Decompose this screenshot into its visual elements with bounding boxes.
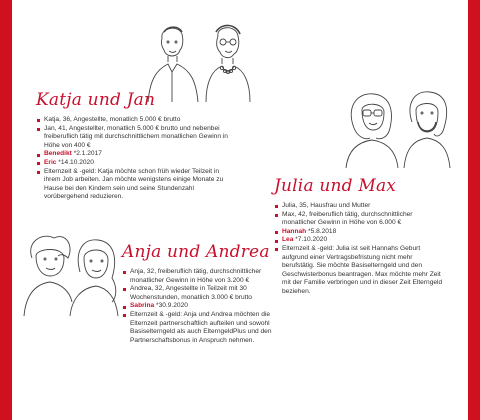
list-item: Elternzeit & -geld: Julia ist seit Hannahs Geburt aufgrund einer Vertragsbefristung nicht mehr berufstätig. Sie möchte Basiselterngeld und den Geschwisterbonus beantragen. Max möchte mehr Zeit mit der Familie verbringen und in dieser Zeit Elterngeld beziehen.	[274, 245, 446, 297]
list-item: Elternzeit & -geld: Katja möchte schon früh wieder Teilzeit in ihrem Job arbeiten. Jan möchte wenigstens einige Monate zu Hause bei den Kindern sein und seine Stundenzahl vorübergehend reduzieren.	[36, 168, 232, 202]
child-name: Hannah	[282, 227, 307, 235]
couple-illustration-anja-andrea	[22, 232, 122, 316]
family-card-katja-jan	[36, 90, 232, 202]
list-item: Benedikt *2.1.2017	[36, 150, 232, 159]
couple-illustration-julia-max	[340, 88, 458, 168]
page-content	[12, 0, 468, 420]
list-item: Hannah *5.8.2018	[274, 228, 446, 237]
list-item: Katja, 36, Angestellte, monatlich 5.000 € brutto	[36, 116, 232, 125]
family-card-anja-andrea	[122, 242, 290, 345]
family-details-list	[274, 202, 446, 297]
family-title: Katja und Jan	[36, 90, 156, 110]
list-item: Andrea, 32, Angestellte in Teilzeit mit 30 Wochenstunden, monatlich 3.000 € brutto	[122, 285, 290, 302]
list-item: Jan, 41, Angestellter, monatlich 5.000 € brutto und nebenbei freiberuflich tätig mit durchschnittlichem monatlichen Gewinn in Höhe von 400 €	[36, 125, 232, 151]
family-card-julia-max	[274, 176, 446, 297]
family-title: Anja und Andrea	[122, 242, 270, 262]
family-title: Julia und Max	[274, 176, 397, 196]
list-item: Max, 42, freiberuflich tätig, durchschnittlicher monatlicher Gewinn in Höhe von 6.000 €	[274, 211, 446, 228]
child-name: Sabrina	[130, 302, 155, 310]
list-item: Julia, 35, Hausfrau und Mutter	[274, 202, 446, 211]
family-details-list	[36, 116, 232, 202]
list-item: Anja, 32, freiberuflich tätig, durchschnittlicher monatlicher Gewinn in Höhe von 3.200 €	[122, 268, 290, 285]
family-details-list	[122, 268, 290, 345]
child-name: Benedikt	[44, 150, 72, 158]
list-item: Elternzeit & -geld: Anja und Andrea möchten die Elternzeit partnerschaftlich aufteilen und sowohl Basiselterngeld als auch ElterngeldPlus und den Partnerschaftsbonus in Anspruch nehmen.	[122, 311, 290, 345]
list-item: Lea *7.10.2020	[274, 236, 446, 245]
list-item: Eric *14.10.2020	[36, 159, 232, 168]
list-item: Sabrina *30.9.2020	[122, 302, 290, 311]
child-name: Lea	[282, 236, 294, 244]
child-name: Eric	[44, 158, 57, 166]
